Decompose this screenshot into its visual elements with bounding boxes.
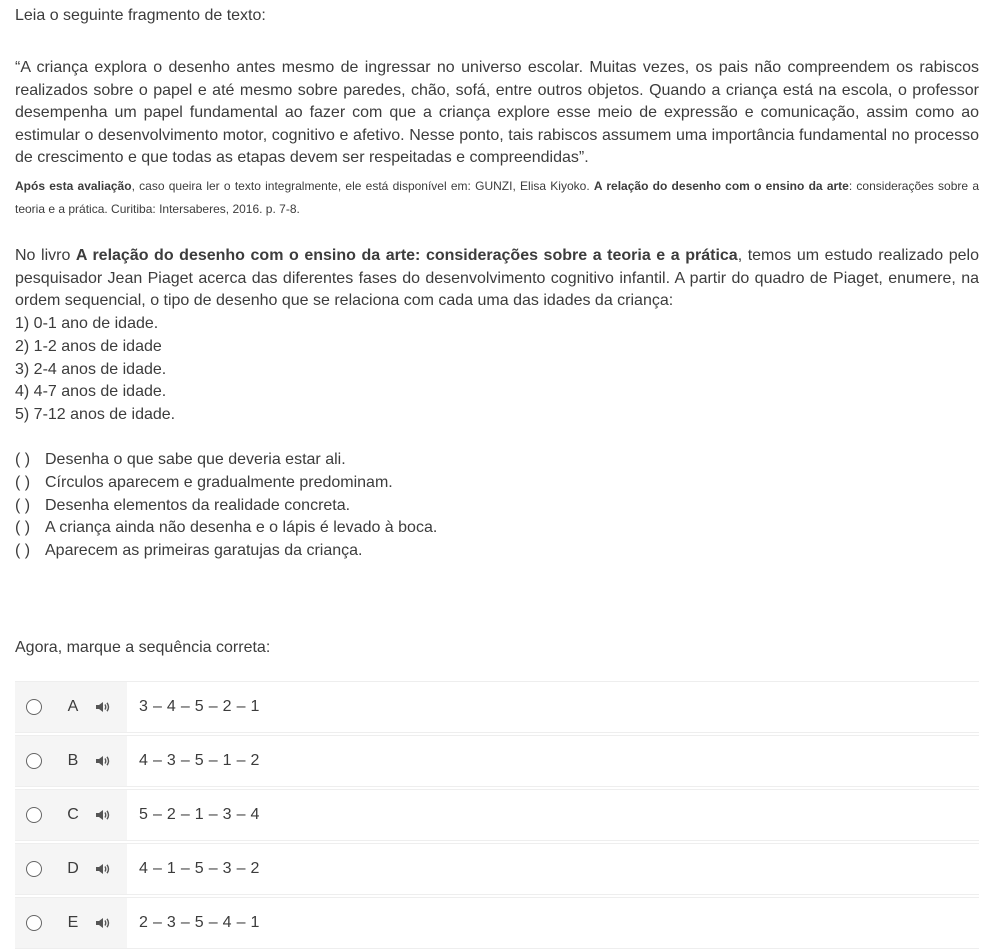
answer-options xyxy=(15,681,979,951)
radio-button[interactable] xyxy=(26,699,42,715)
intro-text: Leia o seguinte fragmento de texto: xyxy=(15,7,266,24)
speaker-icon[interactable] xyxy=(93,700,113,714)
age-list xyxy=(15,313,175,427)
statement-item xyxy=(15,472,437,495)
speaker-icon[interactable] xyxy=(93,862,113,876)
reference-lead-rest: , caso queira ler o texto integralmente, ele está disponível em: GUNZI, Elisa Kiyoko. xyxy=(131,179,594,193)
option-sequence: 4 – 3 – 5 – 1 – 2 xyxy=(139,752,260,769)
letter-cell xyxy=(53,682,127,732)
statement-item xyxy=(15,540,437,563)
radio-cell xyxy=(15,682,53,732)
radio-button[interactable] xyxy=(26,915,42,931)
statement-item xyxy=(15,449,437,472)
reference-title: A relação do desenho com o ensino da arte xyxy=(593,179,849,193)
option-sequence: 5 – 2 – 1 – 3 – 4 xyxy=(139,806,260,823)
option-letter: D xyxy=(67,860,79,877)
age-item: 1) 0-1 ano de idade. xyxy=(15,315,159,332)
radio-button[interactable] xyxy=(26,807,42,823)
age-item: 2) 1-2 anos de idade xyxy=(15,337,162,355)
reference-text xyxy=(15,175,979,221)
age-item: 3) 2-4 anos de idade. xyxy=(15,360,167,378)
letter-cell xyxy=(53,844,127,894)
reference-tail: : considerações sobre a teoria e a prática. Curitiba: Intersaberes, 2016. p. 7-8. xyxy=(15,179,979,216)
age-item: 4) 4-7 anos de idade. xyxy=(15,383,167,401)
radio-button[interactable] xyxy=(26,753,42,769)
statement-text: Desenha o que sabe que deveria estar ali. xyxy=(45,451,346,468)
option-sequence: 2 – 3 – 5 – 4 – 1 xyxy=(139,914,260,931)
radio-cell xyxy=(15,898,53,948)
option-sequence: 4 – 1 – 5 – 3 – 2 xyxy=(139,860,260,877)
statement-text: Desenha elementos da realidade concreta. xyxy=(45,496,351,514)
option-letter: A xyxy=(67,698,79,715)
radio-button[interactable] xyxy=(26,861,42,877)
statement-blank: ( ) xyxy=(15,542,31,559)
question-book-title: A relação do desenho com o ensino da arte: considerações sobre a teoria e a prática xyxy=(75,247,738,264)
reference-lead-bold: Após esta avaliação xyxy=(15,179,132,193)
option-e[interactable] xyxy=(15,897,979,949)
statement-text: A criança ainda não desenha e o lápis é levado à boca. xyxy=(45,519,438,537)
letter-cell xyxy=(53,736,127,786)
option-c[interactable] xyxy=(15,789,979,841)
radio-cell xyxy=(15,844,53,894)
letter-cell xyxy=(53,790,127,840)
option-letter: B xyxy=(67,752,79,769)
statement-item xyxy=(15,517,437,540)
statement-blank: ( ) xyxy=(15,519,31,537)
option-letter: C xyxy=(67,806,79,823)
question-pre: No livro xyxy=(15,247,76,264)
statement-blank: ( ) xyxy=(15,473,31,491)
speaker-icon[interactable] xyxy=(93,916,113,930)
question-post: , temos um estudo realizado pelo pesquisador Jean Piaget acerca das diferentes fases do desenvolvimento cognitivo infantil. A partir do quadro de Piaget, enumere, na ordem sequencial, o tipo de desenho que se relaciona com cada uma das idades da criança: xyxy=(15,247,979,310)
option-a[interactable] xyxy=(15,681,979,733)
option-b[interactable] xyxy=(15,735,979,787)
statement-text: Círculos aparecem e gradualmente predominam. xyxy=(45,473,393,491)
answer-prompt: Agora, marque a sequência correta: xyxy=(15,639,271,656)
speaker-icon[interactable] xyxy=(93,808,113,822)
option-letter: E xyxy=(67,914,79,931)
quote-text: “A criança explora o desenho antes mesmo de ingressar no universo escolar. Muitas vezes, os pais não compreendem os rabiscos realizados sobre o papel e até mesmo sobre paredes, chão, sofá, entre outros objetos. Quando a criança está na escola, o professor desempenha um papel fundamental ao fazer com que a criança explore esse meio de expressão e comunicação, assim como ao estimular o desenvolvimento motor, cognitivo e afetivo. Nesse ponto, tais rabiscos assumem uma importância fundamental no processo de crescimento e que todas as etapas devem ser respeitadas e compreendidas”. xyxy=(15,59,979,167)
option-d[interactable] xyxy=(15,843,979,895)
statement-text: Aparecem as primeiras garatujas da criança. xyxy=(45,542,363,559)
statement-blank: ( ) xyxy=(15,451,31,468)
radio-cell xyxy=(15,790,53,840)
letter-cell xyxy=(53,898,127,948)
option-sequence: 3 – 4 – 5 – 2 – 1 xyxy=(139,698,260,715)
statement-list xyxy=(15,449,437,563)
age-item: 5) 7-12 anos de idade. xyxy=(15,406,176,423)
radio-cell xyxy=(15,736,53,786)
statement-blank: ( ) xyxy=(15,496,31,514)
statement-item xyxy=(15,495,437,518)
question-text xyxy=(15,245,979,313)
speaker-icon[interactable] xyxy=(93,754,113,768)
